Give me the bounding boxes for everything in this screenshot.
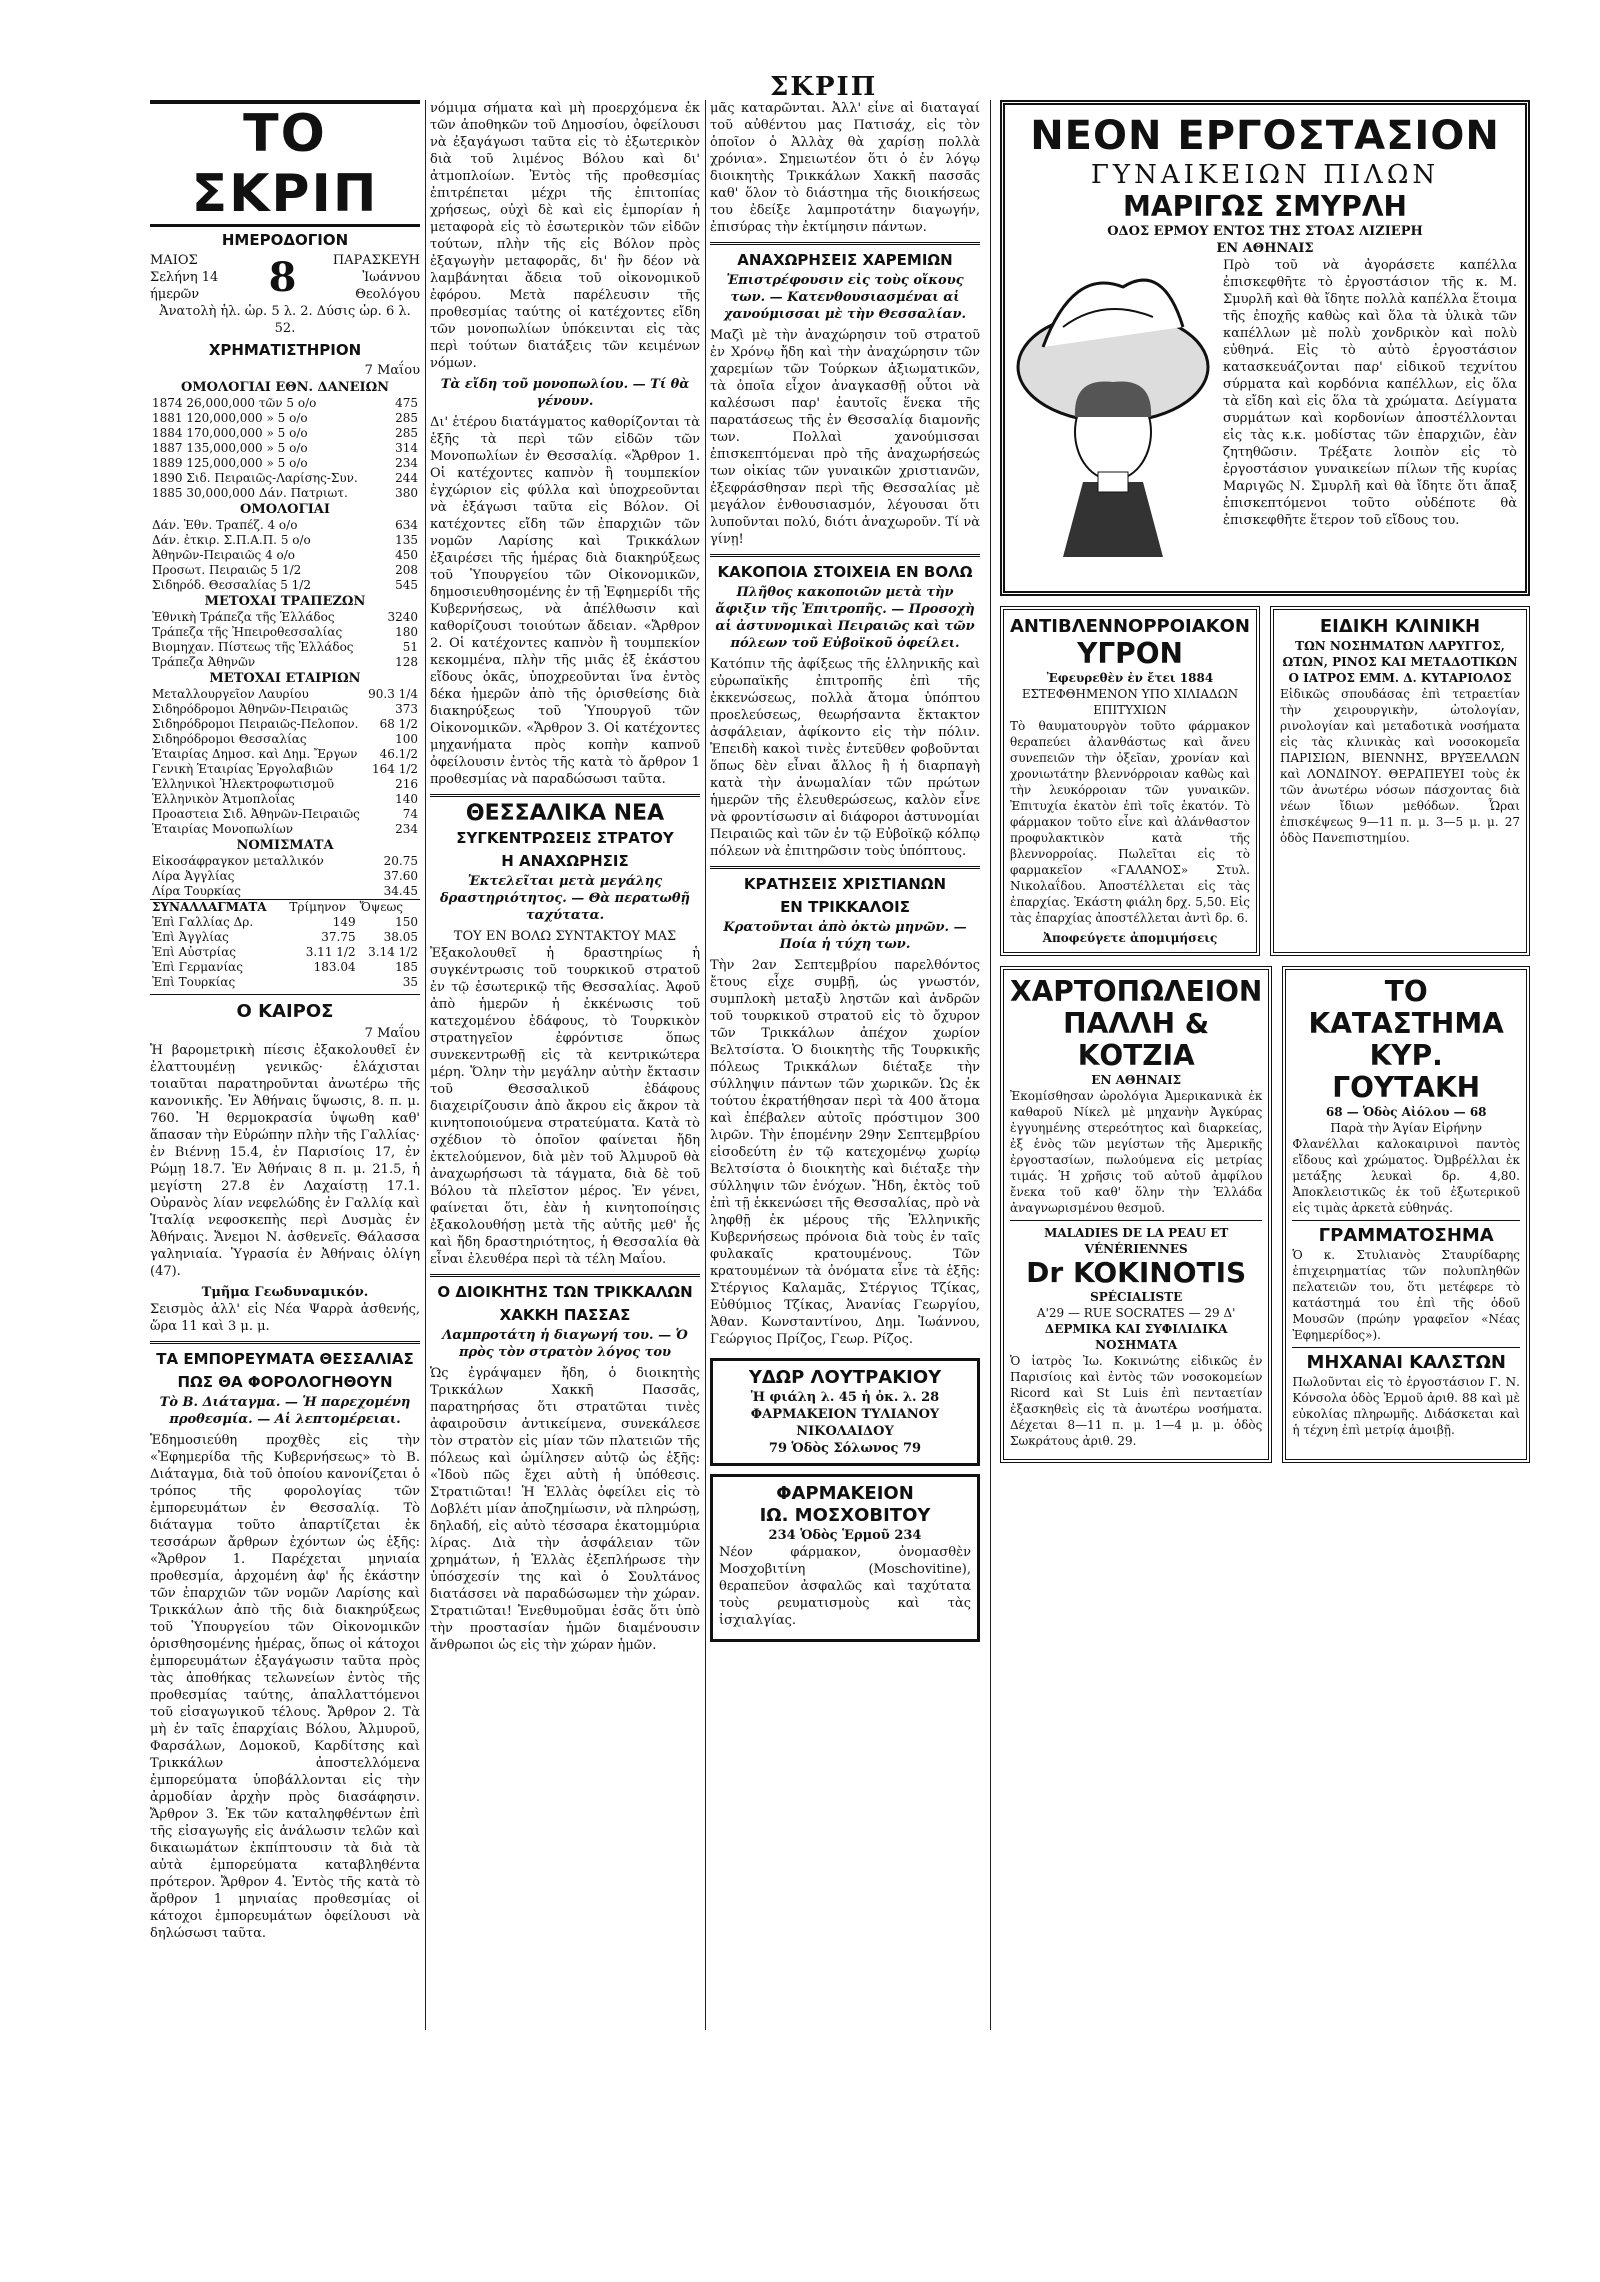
article-text: Ἐδημοσιεύθη προχθὲς εἰς τὴν «Ἐφημερίδα τῆς Κυβερνήσεως» τὸ Β. Διάταγμα, διὰ τοῦ ὁποίου κανονίζεται ὁ τρόπος τῆς φορολογίας τῶν ἐμπορευμάτων ἐν Θεσσαλίᾳ. Τὸ διάταγμα τοῦτο ἀπαρτίζεται ἐκ τεσσάρων ἄρθρων ἐχόντων ὡς ἑξῆς: «Ἄρθρον 1. Παρέχεται μηνιαία προθεσμία, ἀρχομένη ἀφ' ἧς ἑκάστην τῶν ἐπαρχιῶν τῶν νομῶν Λαρίσης καὶ Τρικκάλων ἀπὸ τῆς διὰ διακηρύξεως τοῦ Ὑπουργείου τῶν Οἰκονομικῶν ὁρισθησομένης ἡμέρας, ὅπως οἱ κάτοχοι ἐμπορευμάτων ἐξαγάγωσιν ταῦτα πρὸς τὰς ἀποθήκας τελωνείων ἐντὸς τῆς προθεσμίας ταύτης, ἀπαλλαττόμενοι τοῦ εἰσαγωγικοῦ τέλους. Ἄρθρον 2. Τὰ μὴ ἐν ταῖς ἐπαρχίαις Βόλου, Ἀλμυροῦ, Φαρσάλων, Δομοκοῦ, Καρδίτσης καὶ Τρικκάλων ἀποστελλόμενα ἐμπορεύματα ὑποβάλλονται εἰς τὴν ἀρμοδίαν ἀρχὴν πρὸς διασάφησιν. Ἄρθρον 3. Ἐκ τῶν καταληφθέντων ἐπὶ τῆς εἰσαγωγῆς εἰς ἀνάλωσιν τελῶν καὶ δικαιωμάτων ἐκπίπτουσιν τὰ διὰ τὰ αὐτὰ ἐμπορεύματα καταβληθέντα πρότερον. Ἄρθρον 4. Ἐντὸς τῆς κατὰ τὸ ἄρθρον 1 μηνιαίας προθεσμίας οἱ κάτοχοι ἐμπορευμάτων ὀφείλουσι νὰ δηλώσωσι ταῦτα. <box>150 1433 420 1941</box>
row-value: 185 <box>395 960 418 974</box>
row-label: 1885 30,000,000 Δάν. Πατριωτ. <box>152 486 348 500</box>
thessaly-news-head3: Η ΑΝΑΧΩΡΗΣΙΣ <box>501 852 629 870</box>
row-label: Ἑταιρίας Δημοσ. καὶ Δημ. Ἔργων <box>152 747 358 761</box>
table-row <box>150 578 420 593</box>
dermatology-greek: ΔΕΡΜΙΚΑ ΚΑΙ ΣΥΦΙΛΙΔΙΚΑ ΝΟΣΗΜΑΤΑ <box>1044 1322 1228 1352</box>
running-head: ΣΚΡΙΠ <box>770 72 878 102</box>
table-row <box>150 441 420 456</box>
column-4-ads <box>1000 100 1530 2030</box>
column-2 <box>430 100 700 2030</box>
hat-ad-name: ΜΑΡΙΓΩΣ ΣΜΥΡΛΗ <box>1123 190 1407 223</box>
stationery-text: Ἐκομίσθησαν ὡρολόγια Ἀμερικανικὰ ἐκ καθαροῦ Νίκελ μὲ μηχανὴν Ἀγκύρας ἐγγυημένης στερεότητος καὶ διαρκείας, ἐξ ἑνὸς τῶν μεγίστων τῆς Ἀμερικῆς ἐργοστασίων, πωλούμενα εἰς μετρίας τιμάς. Ἡ χρῆσις τοῦ αὐτοῦ ἀμφίλου ἔνεκα τοῦ καθ' ὅλην τὴν Ἑλλάδα ἀναγνωρισμένου θεσμοῦ. <box>1010 1089 1263 1215</box>
table-row <box>150 960 420 975</box>
row-label: Ἀθηνῶν-Πειραιῶς 4 ο/ο <box>152 548 296 562</box>
table-row <box>150 640 420 655</box>
col2-text-mid: Δι' ἑτέρου διατάγματος καθορίζονται τὰ ἑξῆς τὰ περὶ τῶν εἰδῶν τῶν Μονοπωλίων ἐν Θεσσαλίᾳ. «Ἄρθρον 1. Οἱ κατέχοντες καπνὸν ἢ τουμπεκίον ἐγχώριον εἰς φύλλα καὶ ὑποχρεοῦνται νὰ ἐξάγωσι ταῦτα εἰς Βόλον. Οἱ κατέχοντες εἴδη τῶν ἐπαρχιῶν τῶν νομῶν Λαρίσης καὶ Τρικκάλων ἐξαιρέσει τῆς ἡμέρας διὰ διακηρύξεως τοῦ Ὑπουργείου τῶν Οἰκονομικῶν, δημοσιευθησομένης ἐν τῇ Ἐφημερίδι τῆς Κυβερνήσεως, νὰ ἀπέλθωσιν καὶ καθορίζουσι τοιούτων ἄδειαν. «Ἄρθρον 2. Οἱ κατέχοντες καπνὸν ἢ τουμπεκίον κεκομμένα, πλὴν τῆς μιᾶς ἐξ ἑκάστου εἴδους ὀκᾶς, ὑποχρεοῦνται ἵνα ἐντὸς δέκα ἡμερῶν ἀπὸ τῆς ὁρισθείσης διὰ διακηρύξεως τοῦ Ὑπουργοῦ τῶν Οἰκονομικῶν. «Ἄρθρον 3. Οἱ κατέχοντες μηχανήματα πρὸς κοπὴν καπνοῦ ὀφείλουσιν ἐντὸς τῆς κατὰ τὸ ἄρθρον 1 προθεσμίας νὰ παραδώσωσι ταῦτα. <box>430 415 700 787</box>
row-label: Λίρα Τουρκίας <box>152 884 241 898</box>
fx-head-1: Τρίμηνον <box>289 900 346 914</box>
saint: Ἰωάννου Θεολόγου <box>355 270 420 302</box>
table-row <box>150 822 420 837</box>
remedy-award: ΕΣΤΕΦΘΗΜΕΝΟΝ ΥΠΟ ΧΙΛΙΑΔΩΝ ΕΠΙΤΥΧΙΩΝ <box>1021 687 1239 717</box>
bonds-table <box>150 396 420 501</box>
ads-row-2 <box>1000 966 1530 1463</box>
governor-head2: ΧΑΚΚΗ ΠΑΣΣΑΣ <box>499 1306 631 1324</box>
lady-hat-illustration <box>1013 257 1213 577</box>
row-label: Ἐπὶ Ἀγγλίας <box>152 930 229 944</box>
stationery-name: ΠΑΛΛΗ & ΚΟΤΖΙΑ <box>1063 1007 1210 1072</box>
table-row <box>150 869 420 884</box>
row-value: 128 <box>395 655 418 669</box>
table-row <box>150 762 420 777</box>
criminals-lead: Πλῆθος κακοποιῶν μετὰ τὴν ἄφιξιν τῆς Ἐπιτροπῆς. — Προσοχὴ αἱ ἀστυνομικαὶ Πειραιῶς καὶ τῶν πόλεων τοῦ Εὐβοϊκοῦ ὀφείλει. <box>715 585 975 651</box>
table-row <box>150 533 420 548</box>
moon-phase: Σελήνη 14 ήμερῶν <box>150 270 219 302</box>
row-label: 1887 135,000,000 » 5 ο/ο <box>152 441 308 455</box>
goutaki-text: Φλανέλλαι καλοκαιρινοὶ παντὸς εἴδους καὶ χρώματος. Ὀμβρέλλαι ἐκ μετάξης λευκαὶ δρ. 4,80. Ἀποκλειστικῶς ἐκ τοῦ ἐξωτερικοῦ εἰς τιμὰς ἀρκετὰ εὐθηνάς. <box>1292 1137 1520 1215</box>
table-row <box>150 915 420 930</box>
table-row <box>150 396 420 411</box>
column-3 <box>710 100 980 2030</box>
hat-ad-title: ΝΕΟΝ ΕΡΓΟΣΤΑΣΙΟΝ <box>1030 113 1500 159</box>
row-value: 46.1/2 <box>379 747 418 761</box>
thessaly-news-head2: ΣΥΓΚΕΝΤΡΩΣΕΙΣ ΣΤΡΑΤΟΥ <box>456 829 674 847</box>
fx-title: ΣΥΝΑΛΛΑΓΜΑΤΑ <box>152 900 267 914</box>
table-row <box>150 471 420 486</box>
obligations-title: ΟΜΟΛΟΓΙΑΙ <box>240 502 330 517</box>
stamps-text: Ὁ κ. Στυλιανὸς Σταυρίδαρης ἐπιχειρηματίας τῶν πολυπληθῶν πελατειῶν του, ὅτι μετέφερε τὸ κατάστημά του ἐπὶ τῆς ὁδοῦ Μουσῶν (πρώην γραφεῖον «Νέας Ἐφημερίδος»). <box>1292 1248 1520 1342</box>
weekday: ΠΑΡΑΣΚΕΥΗ <box>332 253 420 268</box>
row-label: Ἐπὶ Τουρκίας <box>152 975 236 989</box>
article-title: ΤΑ ΕΜΠΟΡΕΥΜΑΤΑ ΘΕΣΣΑΛΙΑΣ <box>156 1350 414 1368</box>
remedy-foot: Ἀποφεύγετε ἀπομιμήσεις <box>1042 931 1218 945</box>
row-label: Ἑλληνικὸν Ἀτμοπλοΐας <box>152 792 295 806</box>
dermatology-spec: SPÉCIALISTE <box>1090 1290 1183 1304</box>
row-value: 38.05 <box>383 930 418 944</box>
row-value: 450 <box>395 548 418 562</box>
row-value: 475 <box>395 396 418 410</box>
stationery-city: ΕΝ ΑΘΗΝΑΙΣ <box>1091 1073 1182 1087</box>
row-value: 285 <box>395 411 418 425</box>
day-number: 8 <box>268 253 297 301</box>
loutraki-price: Ἡ φιάλη λ. 45 ἡ ὀκ. λ. 28 <box>750 1390 940 1405</box>
governor-lead: Λαμπροτάτη ἡ διαγωγή του. — Ὁ πρὸς τὸν στρατὸν λόγος του <box>442 1328 688 1360</box>
row-label: Ἐπὶ Αὐστρίας <box>152 945 237 959</box>
row-label: Ἐπὶ Γαλλίας Δρ. <box>152 915 254 929</box>
row-label: Σιδηρόδρομοι Πειραιῶς-Πελοπον. <box>152 717 359 731</box>
fx-head-2: Ὄψεως <box>359 900 403 914</box>
table-row <box>150 625 420 640</box>
fx-table <box>150 899 420 990</box>
harems-lead: Ἐπιστρέφουσιν εἰς τοὺς οἴκους των. — Κατενθουσιασμέναι αἱ χανούμισσαι μὲ τὴν Θεσσαλίαν. <box>723 273 967 322</box>
row-value: 380 <box>395 486 418 500</box>
row-label: Λίρα Ἀγγλίας <box>152 869 235 883</box>
goutaki-name: ΚΥΡ. ΓΟΥΤΑΚΗ <box>1332 1039 1481 1104</box>
ad-hat-factory <box>1000 100 1530 596</box>
row-label: Δάν. ἐτκιρ. Σ.Π.Α.Π. 5 ο/ο <box>152 533 311 547</box>
ad-goutaki <box>1282 966 1530 1463</box>
seismo-text: Σεισμὸς ἀλλ' εἰς Νέα Ψαρρὰ ἀσθενής, ὥρα 11 καὶ 3 μ. μ. <box>150 1302 420 1334</box>
table-row <box>150 732 420 747</box>
remedy-title: ΑΝΤΙΒΛΕΝΝΟΡΡΟΙΑΚΟΝ <box>1010 616 1250 637</box>
row-value: 285 <box>395 426 418 440</box>
companies-title: ΜΕΤΟΧΑΙ ΕΤΑΙΡΙΩΝ <box>209 671 361 686</box>
hat-ad-sub: ΓΥΝΑΙΚΕΙΩΝ ΠΙΛΩΝ <box>1090 160 1440 190</box>
row-label: 1874 26,000,000 τῶν 5 ο/ο <box>152 396 317 410</box>
col2-sub1: Τὰ εἴδη τοῦ μονοπωλίου. — Τί θὰ γένουν. <box>440 377 690 409</box>
col2-text-top: νόμιμα σήματα καὶ μὴ προερχόμενα ἐκ τῶν ἀποθηκῶν τοῦ Δημοσίου, ὀφείλουσι νὰ ἐξαγάγωσι ταῦτα εἰς τὸ ἐξωτερικὸν διὰ τοῦ λιμένος Βόλου καὶ δι' ἀτμοπλοίων. Ἐντὸς τῆς προθεσμίας ἐπιτρέπεται μέχρι τῆς ἐπιτοπίας χρήσεως, οὐχὶ δὲ καὶ εἰς ἐμπορίαν ἡ μεταφορὰ εἰς τὸ ἐσωτερικὸν τῶν εἰδῶν τούτων, πλὴν τῆς εἰς Βόλον πρὸς ἐξαγωγὴν μεταφορᾶς, δι' ἣν δέον νὰ λαμβάνηται ἄδεια τοῦ οἰκονομικοῦ ἐφόρου. Μετὰ παρέλευσιν τῆς προθεσμίας ταύτης οἱ κατέχοντες εἴδη τῶν μονοπωλίων ὑπόκεινται εἰς τὰς περὶ τούτων διατάξεις τῶν κειμένων νόμων. <box>430 101 700 371</box>
table-row <box>150 945 420 960</box>
hat-ad-text: Πρὸ τοῦ νὰ ἀγοράσετε καπέλλα ἐπισκεφθῆτε τὸ ἐργοστάσιον τῆς κ. Μ. Σμυρλῆ καὶ θὰ ἴδητε πολλὰ καπέλλα ἕτοιμα τῆς ἐποχῆς καθὼς καὶ ὅλα τὰ ὑλικὰ τῶν καπέλλων μὲ πολὺ χονδρικὸν καὶ πολὺ εὐθηνά. Εἰς τὸ αὐτὸ ἐργοστάσιον κατασκευάζονται παρ' εἰδικοῦ τεχνίτου σύρματα καὶ κορδόνια καπέλλων, εἰς ὅλα τὰ εἴδη καὶ εἰς ὅλα τὰ χρώματα. Δείγματα συρμάτων καὶ κορδονίων ἀποστέλλονται εἰς τὰς κ.κ. μοδίστας τῶν ἐπαρχιῶν, ἐὰν ζητηθῶσιν. Τρέξατε λοιπὸν εἰς τὸ ἐργοστάσιον γυναικείων πίλων τῆς κυρίας Μαριγῶς Ν. Σμυρλῆ καὶ θὰ ἴδητε ὅτι ἅπαξ ἐπισκεπτόμενοι τοῦτο οὐδέποτε θὰ ἐπισκεφθῆτε ἕτερον τοῦ εἴδους του. <box>1223 258 1517 528</box>
table-row <box>150 486 420 501</box>
dermatology-name: Dr KOKINOTIS <box>1026 1256 1247 1289</box>
arrests-headline: ΚΡΑΤΗΣΕΙΣ ΧΡΙΣΤΙΑΝΩΝ <box>743 875 947 893</box>
table-row <box>150 518 420 533</box>
row-value: 34.45 <box>383 884 418 898</box>
criminals-headline: ΚΑΚΟΠΟΙΑ ΣΤΟΙΧΕΙΑ ΕΝ ΒΟΛΩ <box>717 563 973 581</box>
row-value: 373 <box>395 702 418 716</box>
row-label: Τράπεζα Ἀθηνῶν <box>152 655 256 669</box>
goutaki-title: ΤΟ ΚΑΤΑΣΤΗΜΑ <box>1308 975 1504 1040</box>
exchange-date: 7 Μαΐου <box>364 363 420 378</box>
banks-title: ΜΕΤΟΧΑΙ ΤΡΑΠΕΖΩΝ <box>204 594 366 609</box>
clinic-doctor: Ο ΙΑΤΡΟΣ ΕΜΜ. Δ. ΚΥΤΑΡΙΟΛΟΣ <box>1288 671 1512 685</box>
moschovitou-title: ΦΑΡΜΑΚΕΙΟΝ <box>776 1483 914 1504</box>
row-value: 216 <box>395 777 418 791</box>
coins-title: ΝΟΜΙΣΜΑΤΑ <box>236 838 334 853</box>
table-row <box>150 456 420 471</box>
loutraki-title: ΥΔΩΡ ΛΟΥΤΡΑΚΙΟΥ <box>748 1367 942 1388</box>
remedy-text: Τὸ θαυματουργὸν τοῦτο φάρμακον θεραπεύει ἀλανθάστως καὶ ἄνευ συνεπειῶν τὴν ὀξεῖαν, χρονίαν καὶ χρονιωτάτην βλεννόρροιαν καθὼς καὶ τὴν λευκόρροιαν τῶν γυναικῶν. Ἐπιτυχία ἑκατὸν ἐπὶ τοῖς ἑκατόν. Τὸ φάρμακον τοῦτο εἶνε καὶ ἀλάνθαστον προφυλακτικὸν κατὰ τῆς βλεννορροίας. Πωλεῖται εἰς τὸ φαρμακεῖον «ΓΑΛΑΝΟΣ» Στυλ. Νικολαΐδου. Ἀποστέλλεται εἰς τὰς ἐπαρχίας. Ἑκάστη φιάλη δρχ. 5,50. Εἰς τὰς ἐπαρχίας ἀποστέλλεται ἀντὶ δρ. 6. <box>1010 719 1250 925</box>
row-label: Σιδηρόδρομοι Θεσσαλίας <box>152 732 307 746</box>
date-box <box>150 252 420 303</box>
clinic-sub: ΤΩΝ ΝΟΣΗΜΑΤΩΝ ΛΑΡΥΓΓΟΣ, ΩΤΩΝ, ΡΙΝΟΣ ΚΑΙ ΜΕΤΑΔΟΤΙΚΩΝ <box>1282 639 1518 669</box>
ad-clinic <box>1270 606 1530 956</box>
dermatology-text: Ὁ ἰατρὸς Ἰω. Κοκινώτης εἰδικῶς ἐν Παρισίοις καὶ ἐντὸς τῶν νοσοκομείων Ricord καὶ St Luis ἐπὶ πενταετίαν ἐξασκηθεὶς εἰς τὰ ἀνωτέρω νοσήματα. Δέχεται 8—11 π. μ. 1—4 μ. μ. ὁδὸς Σωκράτους ἀριθ. 29. <box>1010 1354 1263 1448</box>
loutraki-address: 79 Ὁδὸς Σόλωνος 79 <box>768 1441 922 1456</box>
exchange-title: ΧΡΗΜΑΤΙΣΤΗΡΙΟΝ <box>208 341 362 359</box>
governor-headline: Ο ΔΙΟΙΚΗΤΗΣ ΤΩΝ ΤΡΙΚΚΑΛΩΝ <box>437 1283 693 1301</box>
row-label: 1884 170,000,000 » 5 ο/ο <box>152 426 308 440</box>
thessaly-news-lead: Ἐκτελεῖται μετὰ μεγάλης δραστηριότητος. — Θὰ περατωθῇ ταχύτατα. <box>440 874 690 923</box>
table-row <box>150 548 420 563</box>
weather-title: Ο ΚΑΙΡΟΣ <box>236 1001 334 1022</box>
month: ΜΑΙΟΣ <box>150 253 198 268</box>
thessaly-news-text: Ἐξακολουθεῖ ἡ δραστηρίως ἡ συγκέντρωσις τοῦ τουρκικοῦ στρατοῦ ἐν τῷ ἐσωτερικῷ τῆς Θεσσαλίας. Ἀφοῦ ἀπὸ ἡμερῶν ἡ ἐκκένωσις τοῦ κατεχομένου ἐδάφους, τὸ Τουρκικὸν στρατηγεῖον ἐφρόντισε ὅπως συνεκεντρωθῇ εἰς τὰ κεντρικώτερα μέρη. Ὅλην τὴν μεγάλην αὐτὴν ἔκτασιν τοῦ Θεσσαλικοῦ ἐδάφους διαχειρίζουσιν ἀπὸ ἄκρου εἰς ἄκρον τὰ κινητοποιούμενα στρατεύματα. Κατὰ τὸ σχέδιον τὸ ὁποῖον φαίνεται ἤδη ἐκτελούμενον, διὰ μὲν τοῦ Ἀλμυροῦ θὰ ἀναχωρήσωσι τὰ τάγματα, διὰ δὲ τοῦ Βόλου τὰ πλεῖστον μέρος. Ἐν γένει, φαίνεται ὅτι, ἐὰν ἡ κινητοποίησις ἐξακολουθήσῃ μετὰ τῆς αὐτῆς μεθ' ἧς καὶ ἤδη δραστηριότητος, ἡ Θεσσαλία θὰ εἶναι ἐλευθέρα περὶ τὰ τέλη Μαΐου. <box>430 946 700 1267</box>
table-row <box>150 930 420 945</box>
row-label: 1889 125,000,000 » 5 ο/ο <box>152 456 308 470</box>
remedy-sub: ΥΓΡΟΝ <box>1077 637 1183 670</box>
row-label: Βιομηχαν. Πίστεως τῆς Ἑλλάδος <box>152 640 354 654</box>
moschovitou-text: Νέον φάρμακον, ὀνομασθὲν Μοσχοβιτίνη (Moschovitine), θεραπεῦον ἀσφαλῶς καὶ ταχύτατα τοὺς ρευματισμοὺς καὶ τὰς ἰσχιαλγίας. <box>719 1545 971 1628</box>
banks-table <box>150 610 420 670</box>
loutraki-pharmacy: ΦΑΡΜΑΚΕΙΟΝ ΤΥΛΙΑΝΟΥ ΝΙΚΟΛΑΙΔΟΥ <box>750 1407 940 1439</box>
column-1 <box>150 100 420 2030</box>
row-value <box>287 975 357 990</box>
table-row <box>150 610 420 625</box>
ads-row-1 <box>1000 606 1530 956</box>
row-label: Τράπεζα τῆς Ἠπειροθεσσαλίας <box>152 625 343 639</box>
row-value: 314 <box>395 441 418 455</box>
table-row <box>150 717 420 732</box>
row-label: Ἑταιρίας Μονοπωλίων <box>152 822 294 836</box>
table-row <box>150 426 420 441</box>
table-row <box>150 655 420 670</box>
companies-table <box>150 687 420 837</box>
table-row <box>150 747 420 762</box>
row-value: 208 <box>395 563 418 577</box>
moschovitou-name: ΙΩ. ΜΟΣΧΟΒΙΤΟΥ <box>759 1505 931 1526</box>
table-row <box>150 884 420 899</box>
row-label: Γενικὴ Ἑταιρίας Ἐργολαβιῶν <box>152 762 334 776</box>
governor-text: Ὡς ἐγράψαμεν ἤδη, ὁ διοικητὴς Τρικκάλων Χακκῆ Πασσᾶς, παρατηρήσας ὅτι στρατῶται τινὲς ἀφαιροῦσιν ἀντικείμενα, συνεκάλεσε τὸν στρατὸν εἰς μίαν τῶν πλατειῶν τῆς πόλεως καὶ ὡμίλησεν αὐτῷ ὡς ἑξῆς: «Ἰδοὺ πῶς ἔχει αὐτὴ ἡ ὑπόθεσις. Στρατιῶται! Ἡ Ἑλλὰς ὀφείλει εἰς τὸ Δοβλέτι μίαν ἀποζημίωσιν, νὰ πληρώσῃ, δηλαδή, εἰς αὐτὸ τέσσαρα ἑκατομμύρια λίρας. Διὰ τὴν ἀσφάλειαν τῶν χρημάτων, ἡ Ἑλλὰς ἐξεπλήρωσε τὴν ὑπόσχεσίν της καὶ ὁ Σουλτάνος διατάσσει νὰ παραδώσωμεν τὴν χώραν. Στρατιῶται! Ἐνεθυμοῦμαι ἐσᾶς ὅτι ὑπὸ τὴν προστασίαν ἡμῶν διαμένουσιν ἄνθρωποι ὡς εἰς τὴν χώραν ἡμῶν. <box>430 1366 700 1653</box>
stationery-title: ΧΑΡΤΟΠΩΛΕΙΟΝ <box>1010 975 1263 1008</box>
goutaki-near: Παρὰ τὴν Ἁγίαν Εἰρήνην <box>1330 1121 1483 1135</box>
hat-ad-address: ΟΔΟΣ ΕΡΜΟΥ ΕΝΤΟΣ ΤΗΣ ΣΤΟΑΣ ΛΙΖΙΕΡΗ <box>1107 224 1423 239</box>
row-value: 234 <box>395 456 418 470</box>
table-row <box>150 777 420 792</box>
harems-headline: ΑΝΑΧΩΡΗΣΕΙΣ ΧΑΡΕΜΙΩΝ <box>737 251 953 269</box>
row-value: 37.75 <box>321 930 356 944</box>
arrests-text: Τὴν 2αν Σεπτεμβρίου παρελθόντος ἔτους εἶχε συμβῇ, ὡς γνωστόν, συμπλοκὴ μεταξὺ ληστῶν καὶ ἀνδρῶν τοῦ τουρκικοῦ στρατοῦ εἰς τὸ ὄχυρον τῶν Τρικκάλων ἀπέχον χωρίον Βελτσίστα. Ὁ διοικητὴς τῆς Τουρκικῆς πόλεως Τρικκάλων διέταξε τὴν σύλληψιν πάντων τῶν χωρικῶν. Ὡς ἐκ τούτου ἐκρατήθησαν περὶ τὰ 400 ἄτομα καὶ ἐπέβαλεν αὐτοῖς πρόστιμον 300 λιρῶν. Τὴν ἑπομένην 29ην Σεπτεμβρίου εἰσοδεύτη ἐν τῷ κατεχομένῳ χωρίῳ Βελτσίστα ὁ διοικητὴς καὶ διέταξε τὴν σύλληψιν τῶν ἐνόχων. Ἤδη, ἐκτὸς τοῦ ἐπὶ τῇ ἐκκενώσει τῆς Θεσσαλίας, πρὸ νὰ ληφθῇ ἐκ μέρους τῆς Ἑλληνικῆς Κυβερνήσεως πρόνοια διὰ τοὺς ἐν ταῖς φυλακαῖς κρατουμένους. Τῶν κρατουμένων τὰ ὀνόματα εἶνε τὰ ἑξῆς: Στέργιος Καλαμᾶς, Στέργιος Τζίκας, Εὐθύμιος Τζίκας, Ἀνανίας Γεωργίου, Ἀθαν. Κωνσταντίνου, Δημ. Ἰωάννου, Γεώργιος Πρίζος, Γεωρ. Ρίζος. <box>710 958 980 1347</box>
row-label: 1881 120,000,000 » 5 ο/ο <box>152 411 308 425</box>
table-row <box>150 702 420 717</box>
table-row <box>150 792 420 807</box>
row-value: 164 1/2 <box>371 762 418 776</box>
row-value: 37.60 <box>383 869 418 883</box>
hat-ad-city: ΕΝ ΑΘΗΝΑΙΣ <box>1216 241 1314 256</box>
dermatology-title: MALADIES DE LA PEAU ET VÉNÉRIENNES <box>1044 1226 1229 1256</box>
row-value: 150 <box>395 915 418 929</box>
row-label: Ἐπὶ Γερμανίας <box>152 960 243 974</box>
newspaper-page <box>150 72 1530 2040</box>
coins-table <box>150 854 420 899</box>
row-value: 140 <box>395 792 418 806</box>
row-label: Μεταλλουργεῖον Λαυρίου <box>152 687 309 701</box>
obligations-table <box>150 518 420 593</box>
row-value: 90.3 1/4 <box>368 687 418 701</box>
thessaly-news-headline: ΘΕΣΣΑΛΙΚΑ ΝΕΑ <box>465 801 665 826</box>
row-value: 234 <box>395 822 418 836</box>
row-label: Προσωτ. Πειραιῶς 5 1/2 <box>152 563 302 577</box>
row-value: 180 <box>395 625 418 639</box>
table-row <box>150 563 420 578</box>
row-label: 1890 Σιδ. Πειραιῶς-Λαρίσης-Συν. <box>152 471 358 485</box>
calendar-title: ΗΜΕΡΟΔΟΓΙΟΝ <box>221 231 349 249</box>
arrests-head2: ΕΝ ΤΡΙΚΚΑΛΟΙΣ <box>780 898 910 916</box>
row-label: Προαστεια Σιδ. Ἀθηνῶν-Πειραιῶς <box>152 807 360 821</box>
moschovitou-address: 234 Ὁδὸς Ἑρμοῦ 234 <box>768 1528 922 1543</box>
machines-text: Πωλοῦνται εἰς τὸ ἐργοστάσιον Γ. Ν. Κόνσολα ὁδὸς Ἑρμοῦ ἀριθ. 88 καὶ μὲ εὐκολίας πληρωμῆς. Διδάσκεται καὶ ἡ τέχνη ἐπὶ μετρίᾳ ἀμοιβῇ. <box>1292 1375 1520 1437</box>
table-row <box>150 807 420 822</box>
row-label: Ἐθνικὴ Τράπεζα τῆς Ἑλλάδος <box>152 610 335 624</box>
remedy-year: Ἐφευρεθὲν ἐν ἔτει 1884 <box>1046 671 1214 685</box>
row-value: 135 <box>395 533 418 547</box>
table-row <box>150 854 420 869</box>
harems-text: Μαζὶ μὲ τὴν ἀναχώρησιν τοῦ στρατοῦ ἐν Χρόνῳ ἤδη καὶ τὴν ἀναχώρησιν τῶν χαρεμίων τῶν Τούρκων ἀξιωματικῶν, τὰ ὁποῖα εἶχον ἀναγκασθῇ οὗτοι νὰ καλέσωσι παρ' ἑαυτοῖς ἕνεκα τῆς παρατάσεως τῆς ἐν Θεσσαλίᾳ διαμονῆς των. Πολλαὶ χανούμισσαι ἐπισκεπτόμεναι πρὸ τῆς ἀναχωρήσεώς των οἰκίας τῶν γυναικῶν χριστιανῶν, ἐξεφράσθησαν περὶ τῆς Θεσσαλίας μὲ μεγάλον ἐνθουσιασμόν, λέγουσαι ὅτι λυποῦνται πολύ, διότι ἀναχωροῦν. Τί νὰ γίνῃ! <box>710 328 980 547</box>
clinic-title: ΕΙΔΙΚΗ ΚΛΙΝΙΚΗ <box>1319 616 1481 637</box>
row-label: Δάν. Ἐθν. Τραπέζ. 4 ο/ο <box>152 518 298 532</box>
ad-stationery <box>1000 966 1272 1463</box>
row-value: 74 <box>402 807 418 821</box>
row-label: Εἰκοσάφραγκον μεταλλικόν <box>152 854 324 868</box>
row-label: Ἑλληνικοὶ Ἠλεκτροφωτισμοῦ <box>152 777 334 791</box>
weather-text: Ἡ βαρομετρικὴ πίεσις ἐξακολουθεῖ ἐν ἐλαττουμένῃ γενικῶς· ἐλάχισται τοιαῦται παρατηροῦνται ἀνωτέρω τῆς κανονικῆς. Ἐν Ἀθήναις ὕψωσις, 8. π. μ. 760. Ἡ θερμοκρασία ὑψωθη καθ' ἅπασαν τὴν Εὐρώπην πλὴν τῆς Γαλλίας· ἐν Βιέννῃ 15.4, ἐν Παρισίοις 17, ἐν Ρώμῃ 18.7. Ἐν Ἀθήναις 8 π. μ. 21.5, ἡ μεγίστη 27.8 ἐν Λαχαίστῃ 17.1. Οὐρανὸς λίαν νεφελώδης ἐν Γαλλίᾳ καὶ Ἰταλίᾳ νεφοσκεπὴς περὶ Δυσμὰς ἐν Ἀθήναις. Ἄνεμοι Ν. ἀσθενεῖς. Θάλασσα γαληνιαία. Ὑγρασία ἐν Ἀθήναις ὀλίγη (47). <box>150 1043 420 1279</box>
dermatology-address: Α'29 — RUE SOCRATES — 29 Δ' <box>1036 1306 1236 1320</box>
row-value: 3.14 1/2 <box>368 945 418 959</box>
row-label: Σιδηρόδ. Θεσσαλίας 5 1/2 <box>152 578 311 592</box>
row-value: 545 <box>395 578 418 592</box>
weather-date: 7 Μαΐου <box>364 1026 420 1041</box>
col3-text-top: μᾶς καταρῶνται. Ἀλλ' εἶνε αἱ διαταγαί τοῦ αὐθέντου μας Πατισάχ, εἰς τὸν ὁποῖον ὁ Ἀλλὰχ θὰ χαρίσῃ πολλὰ χρόνια». Σημειωτέον ὅτι ὁ ἐν λόγῳ διοικητὴς Τρικκάλων Χακκῆ πασσᾶς καθ' ὅλον τὸ διάστημα τῆς διοικήσεως του ἐδείξε λαμπροτάτην διαγωγήν, ἐπισύρας τὴν ἐκτίμησιν πάντων. <box>710 101 980 235</box>
row-value: 244 <box>395 471 418 485</box>
article-lead: Τὸ Β. Διάταγμα. — Ἡ παρεχομένη προθεσμία. — Αἱ λεπτομέρειαι. <box>159 1395 411 1427</box>
row-value: 3240 <box>387 610 418 624</box>
machines-title: ΜΗΧΑΝΑΙ ΚΑΛΣΤΩΝ <box>1306 1352 1506 1373</box>
row-label: Σιδηρόδρομοι Ἀθηνῶν-Πειραιῶς <box>152 702 349 716</box>
sun-times: Ἀνατολὴ ἡλ. ὡρ. 5 λ. 2. Δύσις ὡρ. 6 λ. 52. <box>159 304 411 336</box>
ad-loutraki <box>710 1358 980 1466</box>
goutaki-address: 68 — Ὁδὸς Αἰόλου — 68 <box>1325 1105 1487 1119</box>
bonds-title: ΟΜΟΛΟΓΙΑΙ ΕΘΝ. ΔΑΝΕΙΩΝ <box>180 380 390 395</box>
arrests-lead: Κρατοῦνται ἀπὸ ὀκτὼ μηνῶν. — Ποία ἡ τύχη των. <box>723 920 967 952</box>
row-value: 100 <box>395 732 418 746</box>
row-value: 149 <box>332 915 356 929</box>
byline: ΤΟΥ ΕΝ ΒΟΛΩ ΣΥΝΤΑΚΤΟΥ ΜΑΣ <box>453 929 677 944</box>
row-value: 183.04 <box>313 960 356 974</box>
table-row <box>150 975 420 990</box>
clinic-text: Εἰδικῶς σπουδάσας ἐπὶ τετραετίαν τὴν χειρουργικὴν, ὠτολογίαν, ρινολογίαν καὶ μεταδοτικὰ νοσήματα εἰς τὰς κλινικὰς καὶ νοσοκομεῖα ΠΑΡΙΣΙΩΝ, ΒΙΕΝΝΗΣ, ΒΡΥΞΕΛΛΩΝ καὶ ΛΟΝΔΙΝΟΥ. ΘΕΡΑΠΕΥΕΙ τοὺς ἐκ τῶν ἀνωτέρω νόσων πάσχοντας διὰ νέων ἴδιων μεθόδων. Ὧραι ἐπισκέψεως 9—11 π. μ. 3—5 μ. μ. 27 ὁδὸς Πανεπιστημίου. <box>1280 687 1520 845</box>
row-value: 35 <box>402 975 418 989</box>
article-subtitle: ΠΩΣ ΘΑ ΦΟΡΟΛΟΓΗΘΟΥΝ <box>177 1373 393 1391</box>
stamps-title: ΓΡΑΜΜΑΤΟΣΗΜΑ <box>1318 1225 1494 1246</box>
row-value: 20.75 <box>383 854 418 868</box>
table-row <box>150 411 420 426</box>
row-value: 51 <box>402 640 418 654</box>
table-row <box>150 687 420 702</box>
seismo-title: Τμῆμα Γεωδυναμικόν. <box>201 1285 369 1300</box>
row-value: 68 1/2 <box>379 717 418 731</box>
row-value: 634 <box>395 518 418 532</box>
criminals-text: Κατόπιν τῆς ἀφίξεως τῆς ἑλληνικῆς καὶ εὐρωπαϊκῆς ἐπιτροπῆς ἐπὶ τῆς ἐκκενώσεως, πολλὰ ἄτομα ὑπόπτου προελεύσεως, θεωρήσαντα ἔκτακτον ἀσφάλειαν, ἀφίκοντο εἰς τὴν πόλιν. Ἐπειδὴ κακοὶ τινὲς ἐντεῦθεν φοβοῦνται ὅπως δὲν εἶναι ἄλλος ἢ ἡ διαρπαγὴ κατὰ τὴν ἀνωμαλίαν τῶν πρώτων ἡμερῶν τῆς ἐλευθερώσεως, καλὸν εἶνε νὰ φροντίσωσιν αἱ διάφοροι ἀστυνομίαι Πειραιῶς καὶ τῶν ἐν τῷ Εὐβοϊκῷ κόλπῳ πόλεων νὰ ἐπιτηρῶσιν τοὺς ὑπόπτους. <box>710 657 980 859</box>
row-value: 3.11 1/2 <box>305 945 356 959</box>
masthead: ΤΟ ΣΚΡΙΠ <box>150 100 420 227</box>
ad-remedy <box>1000 606 1260 956</box>
ad-moschovitou <box>710 1474 980 1642</box>
